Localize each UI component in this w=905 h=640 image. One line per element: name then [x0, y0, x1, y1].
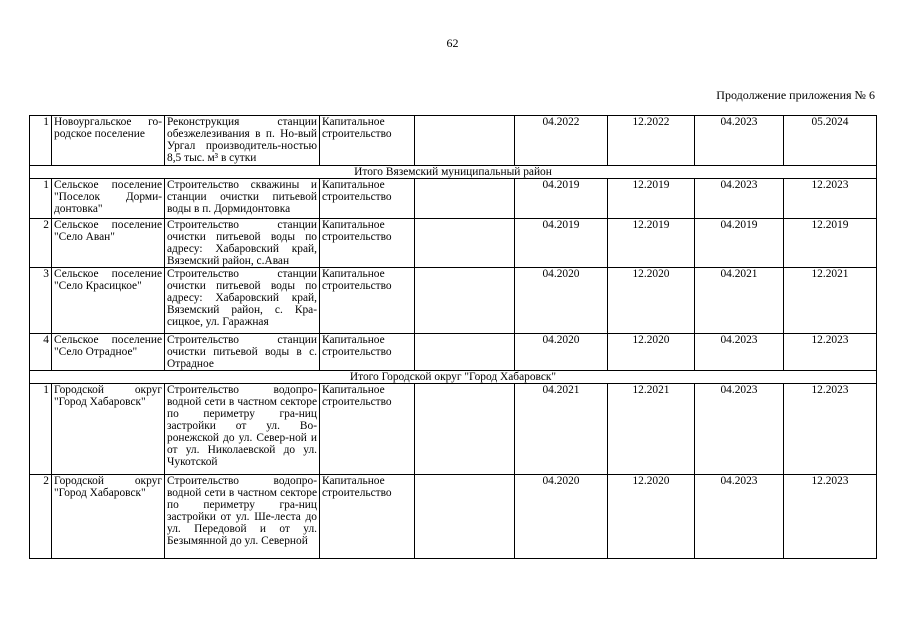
date-cell: 04.2019 — [515, 219, 608, 268]
date-cell: 12.2022 — [608, 116, 695, 166]
empty-cell — [415, 179, 515, 219]
object-description-cell: Строительство водопро-водной сети в частном секторе по периметру гра-ниц застройки от ул. Во-ронежской до ул. Север-ной и от ул. Николаевской до ул. Чукотской — [165, 384, 320, 475]
date-cell: 04.2023 — [695, 116, 784, 166]
table-body — [30, 116, 877, 559]
municipality-cell: Сельское поселение "Село Красицкое" — [52, 268, 165, 334]
date-cell: 12.2020 — [608, 268, 695, 334]
date-cell: 12.2021 — [784, 268, 877, 334]
date-cell: 12.2023 — [784, 384, 877, 475]
date-cell: 04.2020 — [515, 475, 608, 559]
subtotal-row — [30, 371, 877, 384]
work-type-cell: Капитальное строительство — [320, 268, 415, 334]
municipality-cell: Сельское поселение "Село Отрадное" — [52, 334, 165, 371]
row-number: 1 — [30, 179, 52, 219]
work-type-cell: Капитальное строительство — [320, 475, 415, 559]
municipality-cell: Городской округ "Город Хабаровск" — [52, 475, 165, 559]
subtotal-row — [30, 166, 877, 179]
date-cell: 12.2023 — [784, 475, 877, 559]
municipality-cell: Новоургальское го-родское поселение — [52, 116, 165, 166]
date-cell: 04.2020 — [515, 334, 608, 371]
table-row — [30, 475, 877, 559]
table-row — [30, 268, 877, 334]
empty-cell — [415, 384, 515, 475]
work-type-cell: Капитальное строительство — [320, 334, 415, 371]
empty-cell — [415, 268, 515, 334]
work-type-cell: Капитальное строительство — [320, 179, 415, 219]
date-cell: 12.2019 — [608, 179, 695, 219]
date-cell: 12.2023 — [784, 179, 877, 219]
date-cell: 05.2024 — [784, 116, 877, 166]
work-type-cell: Капитальное строительство — [320, 219, 415, 268]
object-description-cell: Строительство водопро-водной сети в частном секторе по периметру гра-ниц застройки от ул. Ше-леста до ул. Передовой и от ул. Безымянной до ул. Северной — [165, 475, 320, 559]
date-cell: 12.2021 — [608, 384, 695, 475]
date-cell: 12.2020 — [608, 475, 695, 559]
date-cell: 12.2020 — [608, 334, 695, 371]
continuation-label: Продолжение приложения № 6 — [716, 88, 875, 102]
work-type-cell: Капитальное строительство — [320, 116, 415, 166]
date-cell: 04.2023 — [695, 384, 784, 475]
municipality-cell: Сельское поселение "Поселок Дорми-донтовка" — [52, 179, 165, 219]
row-number: 2 — [30, 475, 52, 559]
table-row — [30, 384, 877, 475]
date-cell: 04.2020 — [515, 268, 608, 334]
date-cell: 04.2022 — [515, 116, 608, 166]
work-type-cell: Капитальное строительство — [320, 384, 415, 475]
object-description-cell: Строительство станции очистки питьевой воды по адресу: Хабаровский край, Вяземский район, с. Кра-сицкое, ул. Гаражная — [165, 268, 320, 334]
date-cell: 12.2019 — [784, 219, 877, 268]
date-cell: 04.2019 — [515, 179, 608, 219]
table-row — [30, 116, 877, 166]
date-cell: 04.2019 — [695, 219, 784, 268]
object-description-cell: Реконструкция станции обезжелезивания в п. Но-вый Ургал производитель-ностью 8,5 тыс. м³ в сутки — [165, 116, 320, 166]
empty-cell — [415, 475, 515, 559]
date-cell: 12.2019 — [608, 219, 695, 268]
date-cell: 12.2023 — [784, 334, 877, 371]
row-number: 3 — [30, 268, 52, 334]
date-cell: 04.2023 — [695, 179, 784, 219]
municipality-cell: Сельское поселение "Село Аван" — [52, 219, 165, 268]
table-row — [30, 334, 877, 371]
row-number: 4 — [30, 334, 52, 371]
date-cell: 04.2021 — [695, 268, 784, 334]
row-number: 2 — [30, 219, 52, 268]
municipality-cell: Городской округ "Город Хабаровск" — [52, 384, 165, 475]
table-row — [30, 219, 877, 268]
object-description-cell: Строительство скважины и станции очистки питьевой воды в п. Дормидонтовка — [165, 179, 320, 219]
page-number: 62 — [446, 36, 459, 50]
subtotal-label: Итого Вяземский муниципальный район — [30, 166, 877, 179]
date-cell: 04.2023 — [695, 475, 784, 559]
subtotal-label: Итого Городской округ "Город Хабаровск" — [30, 371, 877, 384]
empty-cell — [415, 334, 515, 371]
object-description-cell: Строительство станции очистки питьевой воды в с. Отрадное — [165, 334, 320, 371]
date-cell: 04.2021 — [515, 384, 608, 475]
table-row — [30, 179, 877, 219]
empty-cell — [415, 219, 515, 268]
row-number: 1 — [30, 116, 52, 166]
row-number: 1 — [30, 384, 52, 475]
date-cell: 04.2023 — [695, 334, 784, 371]
object-description-cell: Строительство станции очистки питьевой воды по адресу: Хабаровский край, Вяземский район, с.Аван — [165, 219, 320, 268]
empty-cell — [415, 116, 515, 166]
projects-table — [29, 115, 877, 559]
